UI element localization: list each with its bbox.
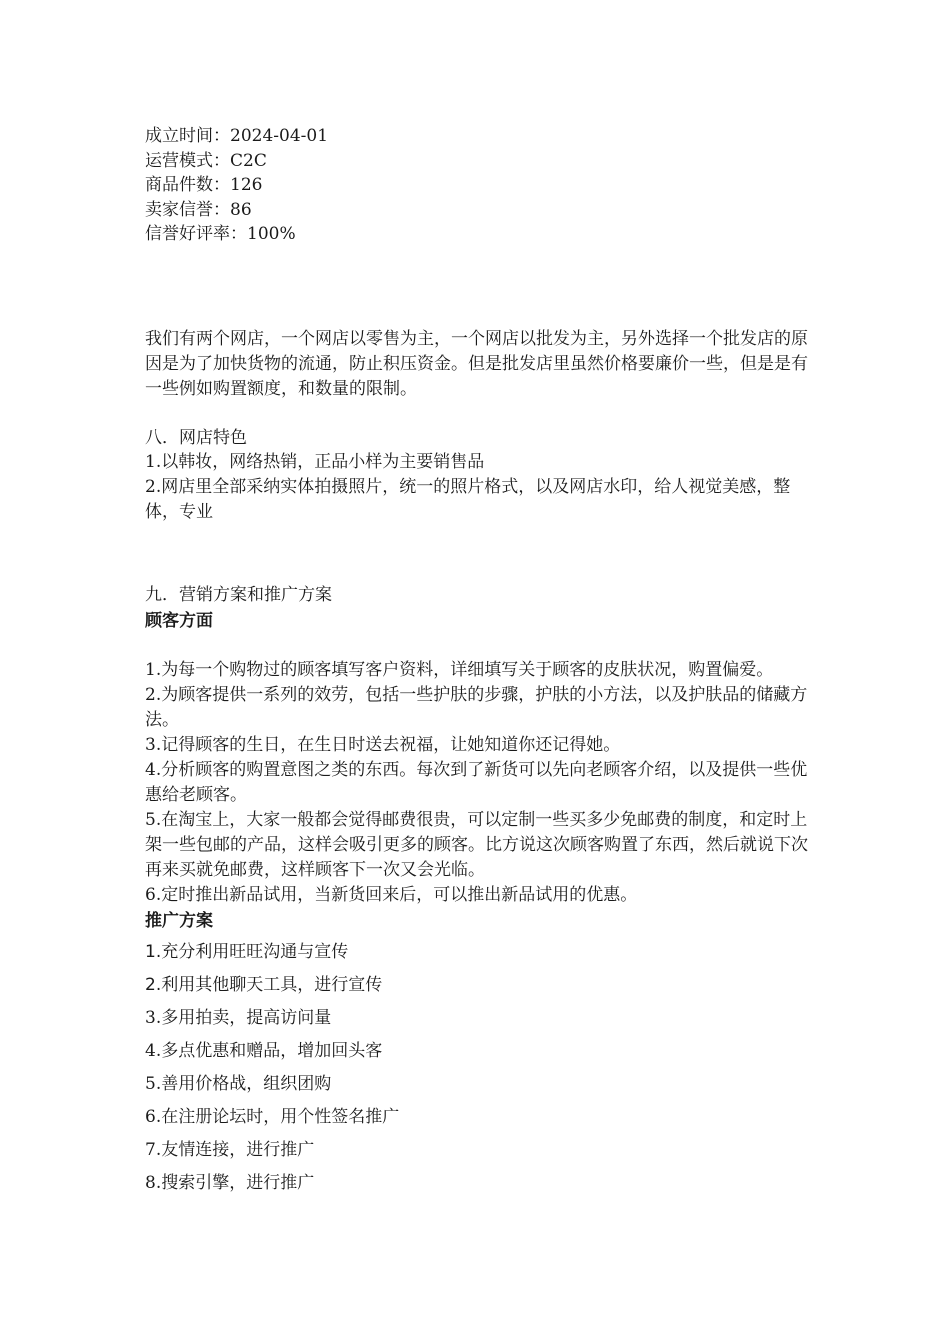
promo-item: 6.在注册论坛时，用个性签名推广 [145,1106,400,1127]
promo-item: 1.充分利用旺旺沟通与宣传 [145,941,349,962]
shop-info-block [145,124,810,247]
section-8-item: 2.网店里全部采纳实体拍摄照片，统一的照片格式，以及网店水印，给人视觉美感，整体，专业 [145,477,791,522]
document-page [145,124,810,1204]
customer-item: 6.定时推出新品试用，当新货回来后，可以推出新品试用的优惠。 [145,884,638,905]
promo-heading: 推广方案 [145,910,213,931]
section-8-title: 八．网店特色 [145,427,247,448]
section-8-item: 1.以韩妆，网络热销，正品小样为主要销售品 [145,452,485,472]
promo-item: 5.善用价格战，组织团购 [145,1073,332,1094]
customer-item: 2.为顾客提供一系列的效劳，包括一些护肤的步骤，护肤的小方法，以及护肤品的储藏方法。 [145,684,808,730]
shop-established-date: 成立时间：2024-04-01 [145,126,329,146]
seller-reputation: 卖家信誉：86 [145,199,252,220]
positive-rating: 信誉好评率：100% [145,224,296,244]
promo-item: 4.多点优惠和赠品，增加回头客 [145,1040,383,1061]
promo-item: 8.搜索引擎，进行推广 [145,1172,315,1193]
promo-item: 3.多用拍卖，提高访问量 [145,1007,332,1028]
promo-item: 2.利用其他聊天工具，进行宣传 [145,974,383,995]
customer-item: 1.为每一个购物过的顾客填写客户资料，详细填写关于顾客的皮肤状况，购置偏爱。 [145,659,774,680]
section-9-title: 九．营销方案和推广方案 [145,585,332,605]
customer-item: 4.分析顾客的购置意图之类的东西。每次到了新货可以先向老顾客介绍，以及提供一些优惠给老顾客。 [145,759,808,805]
promo-item: 7.友情连接，进行推广 [145,1139,315,1160]
customer-item: 3.记得顾客的生日，在生日时送去祝福，让她知道你还记得她。 [145,734,621,755]
customer-heading: 顾客方面 [145,610,213,631]
section-9 [145,583,810,1196]
intro-paragraph: 我们有两个网店，一个网店以零售为主，一个网店以批发为主，另外选择一个批发店的原因是为了加快货物的流通，防止积压资金。但是批发店里虽然价格要廉价一些，但是是有一些例如购置额度，和数量的限制。 [145,328,808,399]
shop-operation-mode: 运营模式：C2C [145,150,267,171]
section-8 [145,426,810,526]
customer-item: 5.在淘宝上，大家一般都会觉得邮费很贵，可以定制一些买多少免邮费的制度，和定时上架一些包邮的产品，这样会吸引更多的顾客。比方说这次顾客购置了东西，然后就说下次再来买就免邮费，这样顾客下一次又会光临。 [145,809,808,880]
shop-item-count: 商品件数：126 [145,175,263,195]
